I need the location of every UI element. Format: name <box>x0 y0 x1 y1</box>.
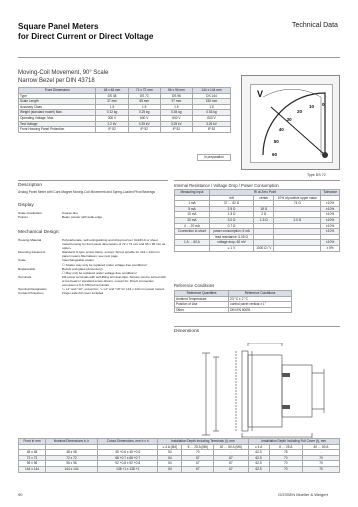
resistance-cell: 18 Ω <box>254 206 274 212</box>
spec-cell: IP 52 <box>192 127 230 133</box>
installation-cell: 70 <box>302 466 339 472</box>
spec-cell: Test Voltage <box>19 121 96 127</box>
spec-header-cell: 144 x 144 mm <box>192 88 230 94</box>
installation-cell: 70 <box>302 455 339 461</box>
mechanical-list <box>18 238 168 295</box>
spec-cell: 600 V <box>192 115 230 121</box>
spec-cell: 3.25 kV <box>160 121 192 127</box>
installation-cell: - <box>302 450 339 456</box>
installation-cell: 54 <box>158 455 182 461</box>
installation-cell: 45 +0.6 x 45 +0.6 <box>97 450 158 456</box>
resistance-cell: 2 Ω <box>254 212 274 218</box>
definition-term: Contact Protection <box>18 291 44 296</box>
resistance-cell: 0.7 Ω <box>209 223 253 229</box>
reference-header-cell: Reference Conditions <box>229 291 292 297</box>
definition-value: Polycarbonate, self-extinguishing and drip-proof per UL94V-0 or sheet metal housing for front panel dimensions of 72 x 72 mm and 96 x 96 mm as option. <box>62 238 166 251</box>
title-line-2: for Direct Current or Direct Voltage <box>18 32 154 41</box>
definition-row <box>18 215 168 219</box>
installation-cell: 62.5 <box>248 466 269 472</box>
display-list <box>18 211 168 219</box>
spec-cell: 0.45 kg <box>160 110 192 116</box>
meter-scale-label: 20 <box>297 108 303 114</box>
spec-cell: Weight (standard model) Max. <box>19 110 96 116</box>
resistance-cell: 1 A … 60 A <box>175 240 210 246</box>
resistance-heading: Internal Resistance / Voltage Drop / Power Consumption <box>174 183 279 188</box>
title-line-1: Square Panel Meters <box>18 22 99 31</box>
definition-value: ☐ Scales may only be replaced under voltage-free conditions! <box>62 262 147 267</box>
spec-cell: DS 48 <box>96 93 128 99</box>
installation-cell: 96 x 96 <box>46 461 98 467</box>
spec-cell: 0.53 kg <box>192 110 230 116</box>
spec-header-cell: 48 x 48 mm <box>96 88 128 94</box>
resistance-cell: Connection to shunt <box>175 229 210 235</box>
resistance-header-cell: Tolerance <box>321 190 340 196</box>
display-heading: Display <box>18 203 34 208</box>
installation-cell: 70 <box>269 455 302 461</box>
meter-unit-label: V <box>257 89 264 99</box>
resistance-cell: 1.5 Ω <box>254 217 274 223</box>
meter-scale-label: 50 <box>273 139 279 145</box>
spec-cell: DS 72 <box>128 93 160 99</box>
reference-header-cell: Reference Quantities <box>175 291 229 297</box>
installation-subheader-cell: 40 … 60 A (M6) <box>214 444 248 450</box>
spec-cell: 2.2 kV <box>96 121 128 127</box>
installation-cell: 70 <box>182 450 214 456</box>
spec-cell: 600 V <box>160 115 192 121</box>
installation-cell: 70 <box>269 461 302 467</box>
page-number: 90 <box>18 492 23 497</box>
installation-header-cell: Nominal Dimensions b, h <box>46 439 98 445</box>
reference-cell: DIN EN 60051 <box>229 307 292 313</box>
spec-cell: IP 52 <box>96 127 128 133</box>
spec-cell: 1.5 <box>96 104 128 110</box>
definition-term: Scale Graduation <box>18 211 42 215</box>
description-heading: Description <box>18 183 42 188</box>
installation-cell: 70 <box>302 461 339 467</box>
installation-cell: 67 <box>182 461 214 467</box>
resistance-cell: 3.0 Ω <box>209 217 253 223</box>
product-subtitle <box>18 70 108 85</box>
definition-term: Scale <box>18 258 26 263</box>
description-text: Analog Panel Meter with Core-Magnet Moving-Coil Movement and Spring-Loaded Pivot Bearings <box>18 190 155 194</box>
definition-value: Coarse-fine <box>62 211 78 215</box>
definition-term: Replaceable <box>18 266 36 271</box>
dimensions-divider <box>174 326 340 327</box>
spec-cell: 65 mm <box>128 99 160 105</box>
resistance-cell: ±10% <box>321 229 340 235</box>
installation-cell: 67 <box>214 466 248 472</box>
meter-scale-label: 30 <box>286 116 292 122</box>
spec-cell: Type <box>19 93 96 99</box>
resistance-header-cell: Measuring Input <box>175 190 210 196</box>
definition-value: "+ L1" and "12", except for: "+ L1" and "10" for 144 x 144 mm panel meters <box>62 287 165 292</box>
installation-cell: 92 +0.8 x 92 +0.8 <box>97 461 158 467</box>
installation-cell: 67 <box>182 466 214 472</box>
resistance-cell <box>175 245 210 251</box>
definition-row <box>18 275 168 287</box>
resistance-cell: 37 … 62 Ω <box>209 201 253 207</box>
installation-header-cell: Installation Depth Including Full Cover (t), mm <box>248 439 339 445</box>
reference-heading: Reference Conditions <box>174 283 215 288</box>
resistance-cell: lead resistance: 0.05 Ω <box>209 234 253 240</box>
resistance-cell <box>274 245 321 251</box>
installation-header-cell: Cutout Dimensions, mm b x h <box>97 439 158 445</box>
spec-header-cell: Front Dimensions <box>19 88 96 94</box>
definition-value: Standard: 6-type screw clamp, except: Screw spindle for 144 x 144 mm panel meters Alternatives: see next page <box>62 250 160 259</box>
spec-cell: 1.5 <box>128 104 160 110</box>
installation-cell: 48 x 48 <box>19 450 46 456</box>
installation-cell: 67 <box>214 461 248 467</box>
reference-table <box>174 290 292 313</box>
resistance-cell: 5 mA <box>175 206 210 212</box>
description-divider <box>18 180 168 181</box>
spec-table <box>18 87 231 133</box>
resistance-cell: 1000 Ω / V <box>254 245 274 251</box>
dimension-drawing <box>232 343 342 443</box>
resistance-subheader-cell: left <box>209 195 253 201</box>
definition-value: M4 screw terminals with self-lifting terminal clips. Screws can be turned with cross-head or standard screw drivers, except for: Direct connection ammeters ≥ 6 A: M6 bolt terminals. <box>62 274 166 288</box>
meter-scale-label: 0 <box>322 102 325 107</box>
installation-cell: 54 <box>158 466 182 472</box>
resistance-cell: ±10% <box>321 206 340 212</box>
spec-cell: 3.25 kV <box>192 121 230 127</box>
definition-term: Terminals <box>18 274 32 279</box>
resistance-cell: 74 Ω <box>274 201 321 207</box>
installation-table <box>18 438 340 473</box>
resistance-subheader-cell: 10% of positive upper value <box>274 195 321 201</box>
installation-cell: 75 <box>269 450 302 456</box>
resistance-cell: 4 … 20 mA <box>175 223 210 229</box>
definition-value: Finger-safe full cover included <box>62 291 104 296</box>
spec-cell: 300 V <box>96 115 128 121</box>
spec-cell: Operating Voltage, Max. <box>19 115 96 121</box>
definition-row <box>18 238 168 250</box>
definition-row <box>18 250 168 258</box>
installation-subheader-cell: 6 … 25 A <box>269 444 302 450</box>
reference-cell: Other <box>175 307 229 313</box>
installation-cell: 68 +0.7 x 68 +0.7 <box>97 455 158 461</box>
resistance-cell: ±10% <box>321 223 340 229</box>
reference-cell: Ambient Temperature <box>175 296 229 302</box>
definition-row <box>18 291 168 295</box>
resistance-cell: 2.0 Ω <box>274 217 321 223</box>
resistance-cell: 2.5 Ω <box>209 206 253 212</box>
reference-cell: 23 °C ± 2 °C <box>229 296 292 302</box>
spec-cell: DS 96 <box>160 93 192 99</box>
installation-cell: 144 x 144 <box>46 466 98 472</box>
spec-cell: 1.5 <box>160 104 192 110</box>
installation-subheader-cell: ≤ 4 A <box>248 444 269 450</box>
spec-header-cell: 72 x 72 mm <box>128 88 160 94</box>
spec-cell: Accuracy Class <box>19 104 96 110</box>
spec-row <box>19 127 231 133</box>
installation-cell: 54 <box>158 461 182 467</box>
meter-scale-graphic <box>251 85 334 164</box>
installation-subheader-cell: 40 … 60 A <box>302 444 339 450</box>
installation-cell: 62.5 <box>248 455 269 461</box>
dimensions-heading: Dimensions <box>174 329 200 334</box>
spec-cell: IP 52 <box>128 127 160 133</box>
page-title <box>18 22 153 42</box>
resistance-cell: ±10% <box>321 201 340 207</box>
resistance-cell: 1.5 Ω <box>209 212 253 218</box>
reference-cell: control panel vertical ± 1° <box>229 302 292 308</box>
spec-cell: IP 52 <box>160 127 192 133</box>
spec-cell: 97 mm <box>160 99 192 105</box>
resistance-divider <box>174 180 340 181</box>
resistance-header-cell: Ri at Zero Point <box>209 190 320 196</box>
note-in-preparation: in preparation <box>197 154 231 161</box>
resistance-cell: 20 mA <box>175 217 210 223</box>
installation-cell: - <box>214 450 248 456</box>
resistance-cell: ± 5% <box>321 245 340 251</box>
spec-header-cell: 96 x 96 mm <box>160 88 192 94</box>
definition-term: Pointer <box>18 215 28 220</box>
meter-image <box>241 75 340 170</box>
spec-cell: Scale Length <box>19 99 96 105</box>
meter-scale-label: 10 <box>309 103 315 109</box>
installation-cell: 138 +1 x 138 +1 <box>97 466 158 472</box>
resistance-cell: ±10% <box>321 240 340 246</box>
installation-cell: 48 x 48 <box>46 450 98 456</box>
meter-scale-label: 40 <box>278 127 284 132</box>
resistance-cell: ±10% <box>321 212 340 218</box>
resistance-table <box>174 189 340 252</box>
reference-row <box>175 307 292 313</box>
installation-subheader-cell: 6 … 25 A (M6) <box>182 444 214 450</box>
resistance-row <box>175 245 340 251</box>
installation-cell: 54 <box>158 450 182 456</box>
definition-value: Beam pointer with knife-edge <box>62 215 103 220</box>
spec-cell: 3.25 kV <box>128 121 160 127</box>
installation-header-cell: Installation Depth Including Terminals (t), mm <box>158 439 248 445</box>
spec-cell: DS 144 <box>192 93 230 99</box>
installation-cell: 144 x 144 <box>19 466 46 472</box>
section-label: Technical Data <box>292 22 338 29</box>
header-divider <box>18 57 340 58</box>
definition-value: Interchangeable scales <box>62 258 94 263</box>
spec-cell: 1.5 <box>192 104 230 110</box>
spec-cell: 37 mm <box>96 99 128 105</box>
definition-value: Bezels and glass (Accessory) <box>62 266 103 271</box>
installation-header-cell: Front in mm <box>19 439 46 445</box>
definition-term: Terminal Designation <box>18 287 47 292</box>
mechanical-heading: Mechanical Design: <box>18 230 60 235</box>
installation-cell: 72 x 72 <box>19 455 46 461</box>
installation-cell: 72 x 72 <box>46 455 98 461</box>
spec-cell: 600 V <box>128 115 160 121</box>
resistance-subheader-cell: center <box>254 195 274 201</box>
subtitle-line-2: Narrow Bezel per DIN 43718 <box>18 77 95 84</box>
resistance-cell: voltage drop: 60 mV <box>209 240 253 246</box>
installation-cell: 62.5 <box>248 461 269 467</box>
meter-face <box>250 84 333 163</box>
installation-cell: 67 <box>182 455 214 461</box>
resistance-cell: 1 mA <box>175 201 210 207</box>
installation-cell: 70 <box>269 466 302 472</box>
installation-row <box>19 466 340 472</box>
definition-term: Mounting Fasteners <box>18 250 46 255</box>
resistance-cell: ≥ 1 V <box>209 245 253 251</box>
installation-cell: 67 <box>214 455 248 461</box>
resistance-cell: 10 mA <box>175 212 210 218</box>
subtitle-line-1: Moving-Coil Movement, 90° Scale <box>18 70 109 76</box>
installation-header-row <box>19 439 340 445</box>
spec-cell: 150 mm <box>192 99 230 105</box>
footer-brand: GOSSEN Mueller & Weigert <box>278 492 328 497</box>
meter-scale-label: 60 <box>272 152 278 157</box>
reference-cell: Position of Use <box>175 302 229 308</box>
definition-value: ☐ May only be replaced under voltage-free conditions! <box>62 270 137 275</box>
spec-cell: Front Housing Panel Protection <box>19 127 96 133</box>
definition-term: Housing Material <box>18 238 42 242</box>
meter-type-caption: Type DS 72 <box>307 173 326 177</box>
front-view-drawing <box>186 351 226 437</box>
installation-cell: 62.5 <box>248 450 269 456</box>
installation-cell: 96 x 96 <box>19 461 46 467</box>
installation-subheader-cell: ≤ 4 A (M4) <box>158 444 182 450</box>
spec-cell: 0.12 kg <box>96 110 128 116</box>
resistance-cell: power consumption: 6 mA <box>209 229 253 235</box>
resistance-cell: ±10% <box>321 217 340 223</box>
spec-cell: 0.25 kg <box>128 110 160 116</box>
